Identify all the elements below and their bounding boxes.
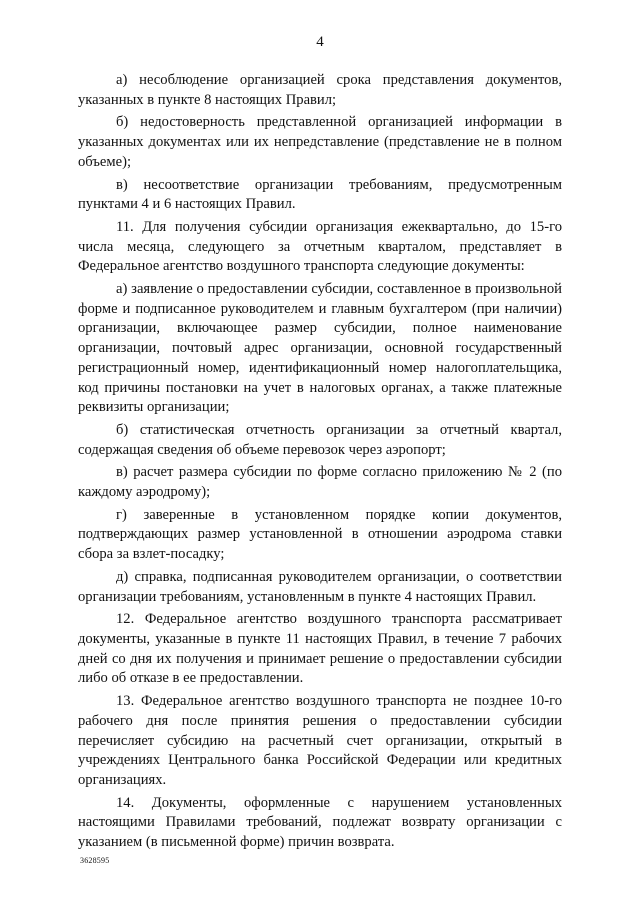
paragraph-3v: в) несоответствие организации требованиям, предусмотренным пунктами 4 и 6 настоящих Правил. — [78, 176, 562, 213]
footer-document-code: 3628595 — [80, 856, 110, 865]
paragraph-11g: г) заверенные в установленном порядке копии документов, подтверждающих размер установленной в отношении аэродрома ставки сбора за взлет-посадку; — [78, 506, 562, 563]
paragraph-14: 14. Документы, оформленные с нарушением установленных настоящими Правилами требований, подлежат возврату организации с указанием (в письменной форме) причин возврата. — [78, 794, 562, 851]
paragraph-11d: д) справка, подписанная руководителем организации, о соответствии организации требованиям, установленным в пункте 4 настоящих Правил. — [78, 568, 562, 605]
page-number: 4 — [316, 34, 324, 50]
paragraph-3a: а) несоблюдение организацией срока представления документов, указанных в пункте 8 настоящих Правил; — [78, 72, 562, 108]
document-body — [78, 71, 562, 856]
paragraph-13: 13. Федеральное агентство воздушного транспорта не позднее 10-го рабочего дня после принятия решения о предоставлении субсидии перечисляет субсидию на расчетный счет организации, открытый в учреждениях Центрального банка Российской Федерации или кредитных организациях. — [78, 693, 562, 788]
paragraph-3b: б) недостоверность представленной организацией информации в указанных документах или их непредставление (представление не в полном объеме); — [78, 114, 562, 170]
paragraph-11v: в) расчет размера субсидии по форме согласно приложению № 2 (по каждому аэродрому); — [78, 464, 562, 501]
paragraph-11a: а) заявление о предоставлении субсидии, составленное в произвольной форме и подписанное руководителем и главным бухгалтером (при наличии) организации, включающее размер субсидии, полное наименование организации, почтовый адрес организации, основной государственный регистрационный номер, идентификационный номер налогоплательщика, код причины постановки на учет в налоговых органах, а также платежные реквизиты организации; — [78, 281, 562, 416]
paragraph-11: 11. Для получения субсидии организация ежеквартально, до 15-го числа месяца, следующего за отчетным кварталом, представляет в Федеральное агентство воздушного транспорта следующие документы: — [78, 218, 562, 275]
paragraph-12: 12. Федеральное агентство воздушного транспорта рассматривает документы, указанные в пункте 11 настоящих Правил, в течение 7 рабочих дней со дня их получения и принимает решение о предоставлении субсидии либо об отказе в ее предоставлении. — [78, 611, 562, 687]
paragraph-11b: б) статистическая отчетность организации за отчетный квартал, содержащая сведения об объеме перевозок через аэропорт; — [78, 421, 562, 458]
